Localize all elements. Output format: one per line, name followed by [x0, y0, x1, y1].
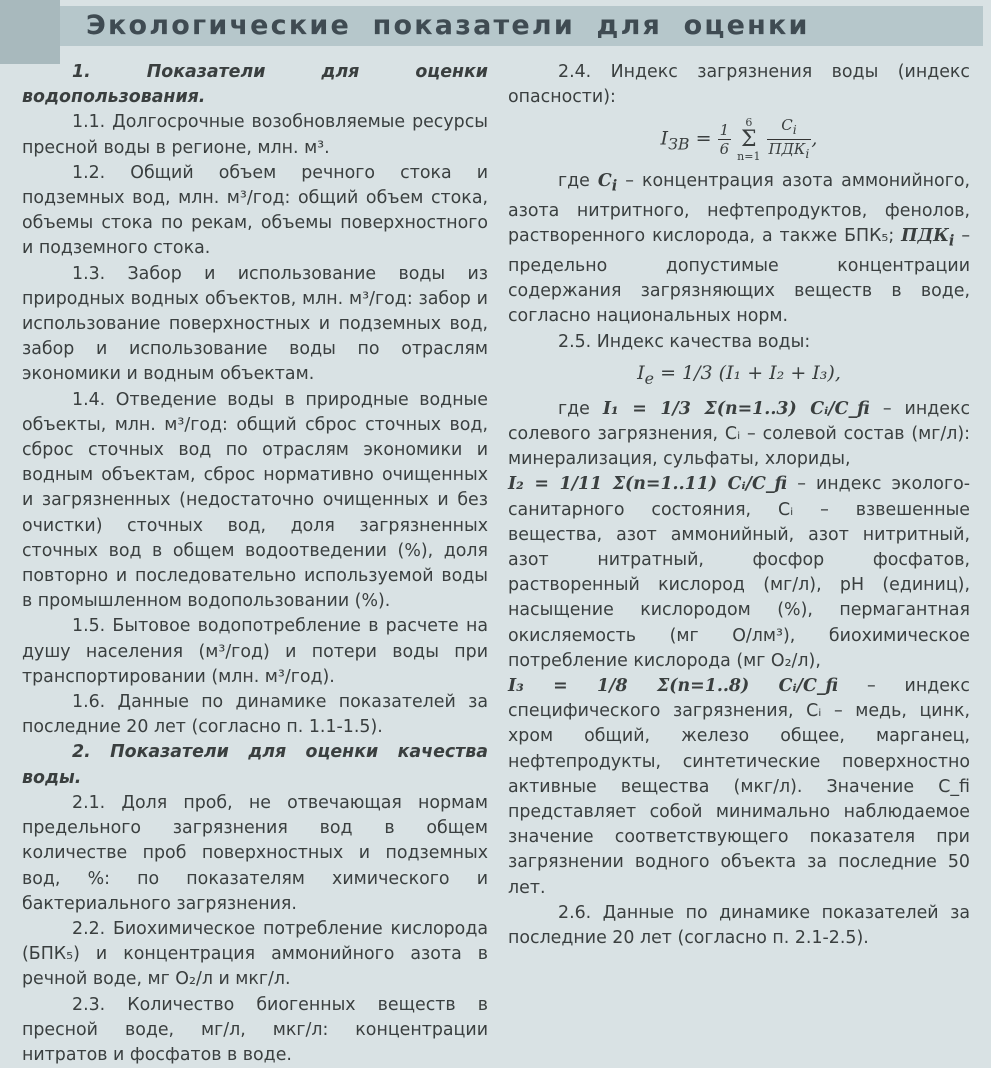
- corner-decoration: [0, 0, 60, 64]
- item-2-5: 2.5. Индекс качества воды:: [558, 331, 811, 352]
- right-column: [508, 60, 970, 951]
- formula-pollution-index: $I_{ЗВ}$ = $\frac{1}{6}$ 6 Σ n=1 $\frac{C_i}{ПДК_i}$ ,: [660, 115, 818, 163]
- item-1-1: 1.1. Долгосрочные возобновляемые ресурсы пресной воды в регионе, млн. м³.: [22, 112, 488, 158]
- page-title: Экологические показатели для оценки: [86, 10, 810, 41]
- ratio-fraction: $\frac{C_i}{ПДК_i}$: [768, 116, 810, 162]
- item-2-4: 2.4. Индекс загрязнения воды (индекс опасности):: [508, 62, 970, 108]
- item-2-1: 2.1. Доля проб, не отвечающая нормам предельного загрязнения вод в общем количестве проб поверхностных и подземных вод, %: по показателям химического и бактериального загрязнения.: [22, 792, 488, 914]
- section-heading-2: 2. Показатели для оценки качества воды.: [22, 742, 488, 788]
- item-2-6: 2.6. Данные по динамике показателей за последние 20 лет (согласно п. 2.1-2.5).: [508, 902, 970, 949]
- item-1-4: 1.4. Отведение воды в природные водные объекты, млн. м³/год: общий сброс сточных вод, сброс сточных вод по отраслям экономики и водным объектам, сброс нормативно очищенных и загрязненных (недостаточно очищенных и без очистки) сточных вод, доля загрязненных сточных вод в общем водоотведении (%), доля повторно и последовательно используемой воды в промышленном водопользовании (%).: [22, 389, 488, 612]
- index-i2: I₂ = 1/11 Σ(n=1..11) Cᵢ/C_fi – индекс эколого-санитарного состояния, Cᵢ – взвешенные вещества, азот аммонийный, азот нитритный, азот нитратный, фосфор фосфатов, растворенный кислород (мг/л), pH (единиц), насыщение кислородом (%), пермагантная окисляемость (мг О/лм³), биохимическое потребление кислорода (мг О₂/л),: [508, 474, 970, 671]
- formula-quality-index: $I_e = 1/3$ (I₁ + I₂ + I₃),: [637, 361, 841, 388]
- left-column: [22, 60, 488, 1068]
- item-1-3: 1.3. Забор и использование воды из природных водных объектов, млн. м³/год: забор и использование поверхностных и подземных вод, забор и использование воды по отраслям экономики и водным объектам.: [22, 263, 488, 385]
- item-1-2: 1.2. Общий объем речного стока и подземных вод, млн. м³/год: общий объем стока, объемы стока по рекам, объемы поверхностного и подземного стока.: [22, 162, 488, 259]
- section-heading-1: 1. Показатели для оценки водопользования.: [22, 62, 488, 108]
- item-2-3: 2.3. Количество биогенных веществ в пресной воде, мг/л, мкг/л: концентрации нитратов и фосфатов в воде.: [22, 994, 488, 1065]
- sum-symbol: 6 Σ n=1: [737, 115, 761, 163]
- coef-fraction: $\frac{1}{6}$: [719, 121, 730, 159]
- item-2-4-definition: где $C_i$ – концентрация азота аммонийного, азота нитритного, нефтепродуктов, фенолов, растворенного кислорода, а также БПК₅; $ПДК_i$ – предельно допустимые концентрации содержания загрязняющих веществ в воде, согласно национальных норм.: [508, 171, 971, 327]
- item-1-5: 1.5. Бытовое водопотребление в расчете на душу населения (м³/год) и потери воды при транспортировании (млн. м³/год).: [22, 616, 488, 687]
- index-i3: I₃ = 1/8 Σ(n=1..8) Cᵢ/C_fi – индекс специфического загрязнения, Cᵢ – медь, цинк, хром общий, железо общее, марганец, нефтепродукты, синтетические поверхностно активные вещества (мкг/л). Значение C_fi представляет собой минимально наблюдаемое значение соответствующего показателя при загрязнении водного объекта за последние 50 лет.: [508, 676, 970, 898]
- item-2-2: 2.2. Биохимическое потребление кислорода (БПК₅) и концентрация аммонийного азота в речной воде, мг О₂/л и мкг/л.: [22, 918, 488, 990]
- item-1-6: 1.6. Данные по динамике показателей за последние 20 лет (согласно п. 1.1-1.5).: [22, 692, 488, 738]
- index-i1: где I₁ = 1/3 Σ(n=1..3) Cᵢ/C_fi – индекс солевого загрязнения, Cᵢ – солевой состав (мг/л): минерализация, сульфаты, хлориды,: [508, 398, 971, 470]
